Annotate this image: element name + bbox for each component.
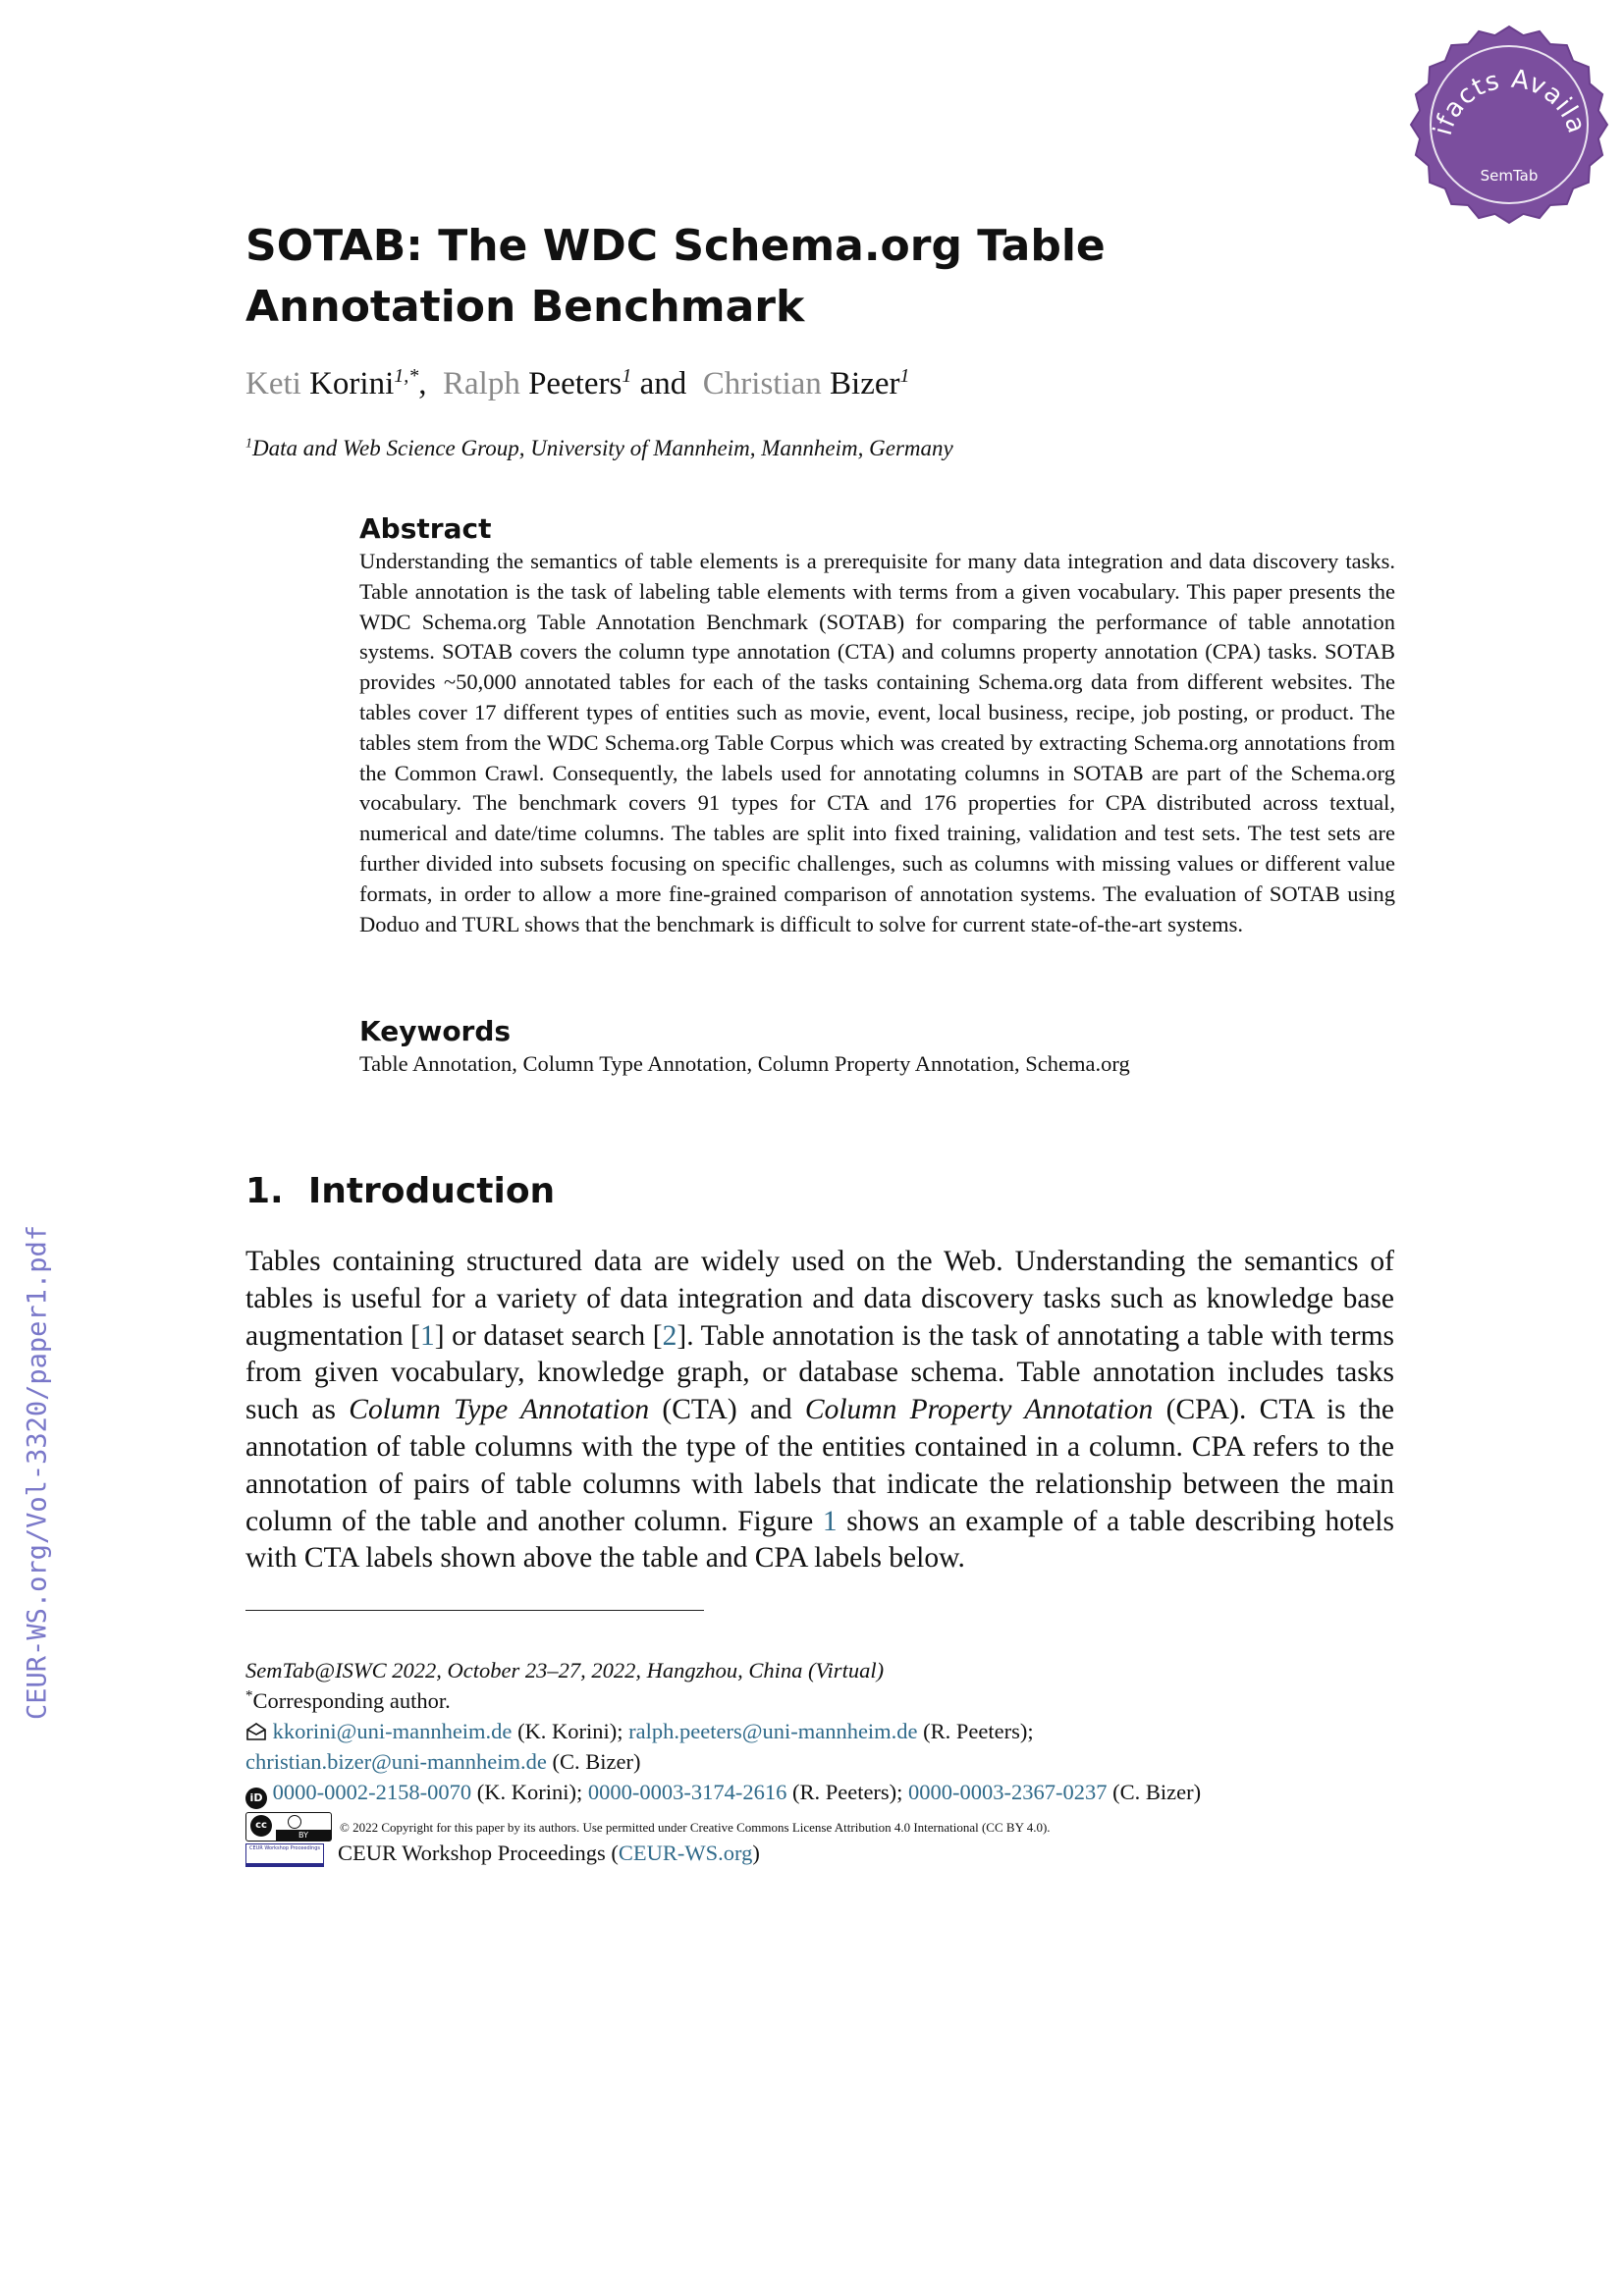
intro-text: (CPA). CTA is the annotation of table columns with the type of the entities contained in a column. CPA refers to the annotation of pairs of table columns with labels that indicate the relationship between the main column of the table and another column. Figure: [245, 1394, 1394, 1537]
ceur-close: ): [752, 1841, 760, 1865]
footnote-emails-cont: [245, 1746, 1394, 1777]
intro-paragraph: [245, 1244, 1394, 1577]
footnote-emails: [245, 1716, 1394, 1746]
intro-emphasis: Column Type Annotation: [349, 1394, 650, 1426]
badge-sub-text: SemTab: [1480, 167, 1539, 185]
keywords-text: Table Annotation, Column Type Annotation, Column Property Annotation, Schema.org: [359, 1051, 1130, 1076]
footnote-rule: [245, 1610, 704, 1611]
email-link[interactable]: ralph.peeters@uni-mannheim.de: [628, 1719, 918, 1743]
author-sup: 1: [622, 365, 632, 387]
orcid-owner: (C. Bizer): [1112, 1780, 1202, 1804]
side-url-label[interactable]: [8, 1227, 67, 1718]
email-owner: (R. Peeters);: [923, 1719, 1034, 1743]
author-first-name: Keti: [245, 366, 301, 401]
section-title: Introduction: [307, 1171, 556, 1211]
keywords-heading: Keywords: [359, 1015, 512, 1047]
email-owner: (C. Bizer): [552, 1749, 641, 1774]
author-list: [245, 366, 910, 402]
intro-text: (CTA) and: [649, 1394, 805, 1426]
footnote-ceur: [245, 1838, 1394, 1868]
intro-text: shows an example of a table describing hotels with CTA labels shown above the table and CPA labels below.: [245, 1505, 1394, 1575]
intro-text: Tables containing structured data are widely used on the Web. Understanding the semantics of tables is useful for a variety of data integration and data discovery tasks such as knowledge base augmentation [: [245, 1246, 1394, 1352]
affiliation-sup: 1: [245, 436, 252, 452]
keywords-section: [359, 1015, 1395, 1080]
abstract-heading: Abstract: [359, 512, 492, 545]
section-number: 1.: [245, 1171, 284, 1211]
orcid-link[interactable]: 0000-0003-3174-2616: [587, 1780, 787, 1804]
author-first-name: Christian: [702, 366, 822, 401]
orcid-link[interactable]: 0000-0003-2367-0237: [908, 1780, 1108, 1804]
citation-link[interactable]: 1: [420, 1319, 435, 1352]
badge-text: ifacts Availa: [1428, 64, 1592, 139]
ceur-logo-text: CEUR Workshop Proceedings: [249, 1844, 320, 1851]
author-and: and: [639, 366, 687, 401]
citation-link[interactable]: 2: [662, 1319, 677, 1352]
footnote-orcids: [245, 1777, 1394, 1809]
section-heading: [245, 1171, 555, 1211]
corresponding-mark: *: [245, 1687, 253, 1704]
author-last-name: Korini: [309, 366, 395, 401]
author-sup: 1: [899, 365, 910, 387]
affiliation-text: Data and Web Science Group, University of Mannheim, Mannheim, Germany: [252, 436, 953, 460]
intro-text: ]. Table annotation is the task of annotating a table with terms from given vocabulary, knowledge graph, or database schema. Table annotation includes tasks such as: [245, 1319, 1395, 1426]
orcid-owner: (K. Korini);: [476, 1780, 583, 1804]
affiliation: [245, 436, 953, 461]
copyright-text: © 2022 Copyright for this paper by its authors. Use permitted under Creative Commons License Attribution 4.0 International (CC BY 4.0).: [340, 1820, 1051, 1835]
author-first-name: Ralph: [443, 366, 520, 401]
author-separator: ,: [418, 366, 427, 401]
footnote-venue: SemTab@ISWC 2022, October 23–27, 2022, Hangzhou, China (Virtual): [245, 1658, 885, 1682]
orcid-owner: (R. Peeters);: [791, 1780, 903, 1804]
person-icon: [288, 1815, 301, 1829]
side-url-text[interactable]: CEUR-WS.org/Vol-3320/paper1.pdf: [22, 1225, 53, 1720]
corresponding-text: Corresponding author.: [252, 1688, 451, 1713]
paper-title: SOTAB: The WDC Schema.org Table Annotation Benchmark: [245, 221, 1106, 332]
artifacts-available-badge: [1406, 22, 1612, 228]
email-owner: (K. Korini);: [517, 1719, 623, 1743]
by-label: BY: [276, 1830, 331, 1841]
cc-icon: cc: [250, 1815, 272, 1837]
email-link[interactable]: christian.bizer@uni-mannheim.de: [245, 1749, 547, 1774]
author-last-name: Peeters: [528, 366, 623, 401]
orcid-link[interactable]: 0000-0002-2158-0070: [272, 1780, 472, 1804]
abstract-text: Understanding the semantics of table elements is a prerequisite for many data integration and data discovery tasks. Table annotation is the task of labeling table elements with terms from a given vocabulary. This paper presents the WDC Schema.org Table Annotation Benchmark (SOTAB) for comparing the performance of table annotation systems. SOTAB covers the column type annotation (CTA) and columns property annotation (CPA) tasks. SOTAB provides ~50,000 annotated tables for each of the tasks containing Schema.org data from different websites. The tables cover 17 different types of entities such as movie, event, local business, recipe, job posting, or product. The tables stem from the WDC Schema.org Table Corpus which was created by extracting Schema.org annotations from the Common Crawl. Consequently, the labels used for annotating columns in SOTAB are part of the Schema.org vocabulary. The benchmark covers 91 types for CTA and 176 properties for CPA distributed across textual, numerical and date/time columns. The tables are split into fixed training, validation and test sets. The test sets are further divided into subsets focusing on specific challenges, such as columns with missing values or different value formats, in order to allow a more fine-grained comparison of annotation systems. The evaluation of SOTAB using Doduo and TURL shows that the benchmark is difficult to solve for current state-of-the-art systems.: [359, 549, 1395, 936]
email-link[interactable]: kkorini@uni-mannheim.de: [272, 1719, 513, 1743]
envelope-icon: [245, 1722, 267, 1741]
orcid-icon: iD: [245, 1788, 267, 1809]
author-last-name: Bizer: [830, 366, 900, 401]
intro-emphasis: Column Property Annotation: [804, 1394, 1154, 1426]
figure-link[interactable]: 1: [822, 1505, 838, 1537]
badge-seal-icon: [1406, 22, 1612, 228]
footnote-corresponding: [245, 1685, 1394, 1716]
intro-text: ] or dataset search [: [434, 1319, 663, 1352]
abstract-section: [359, 512, 1395, 939]
ceur-link[interactable]: CEUR-WS.org: [618, 1841, 753, 1865]
author-sup: 1,*: [394, 365, 419, 387]
ceur-logo-icon: [245, 1843, 324, 1867]
ceur-text: CEUR Workshop Proceedings (: [338, 1841, 619, 1865]
